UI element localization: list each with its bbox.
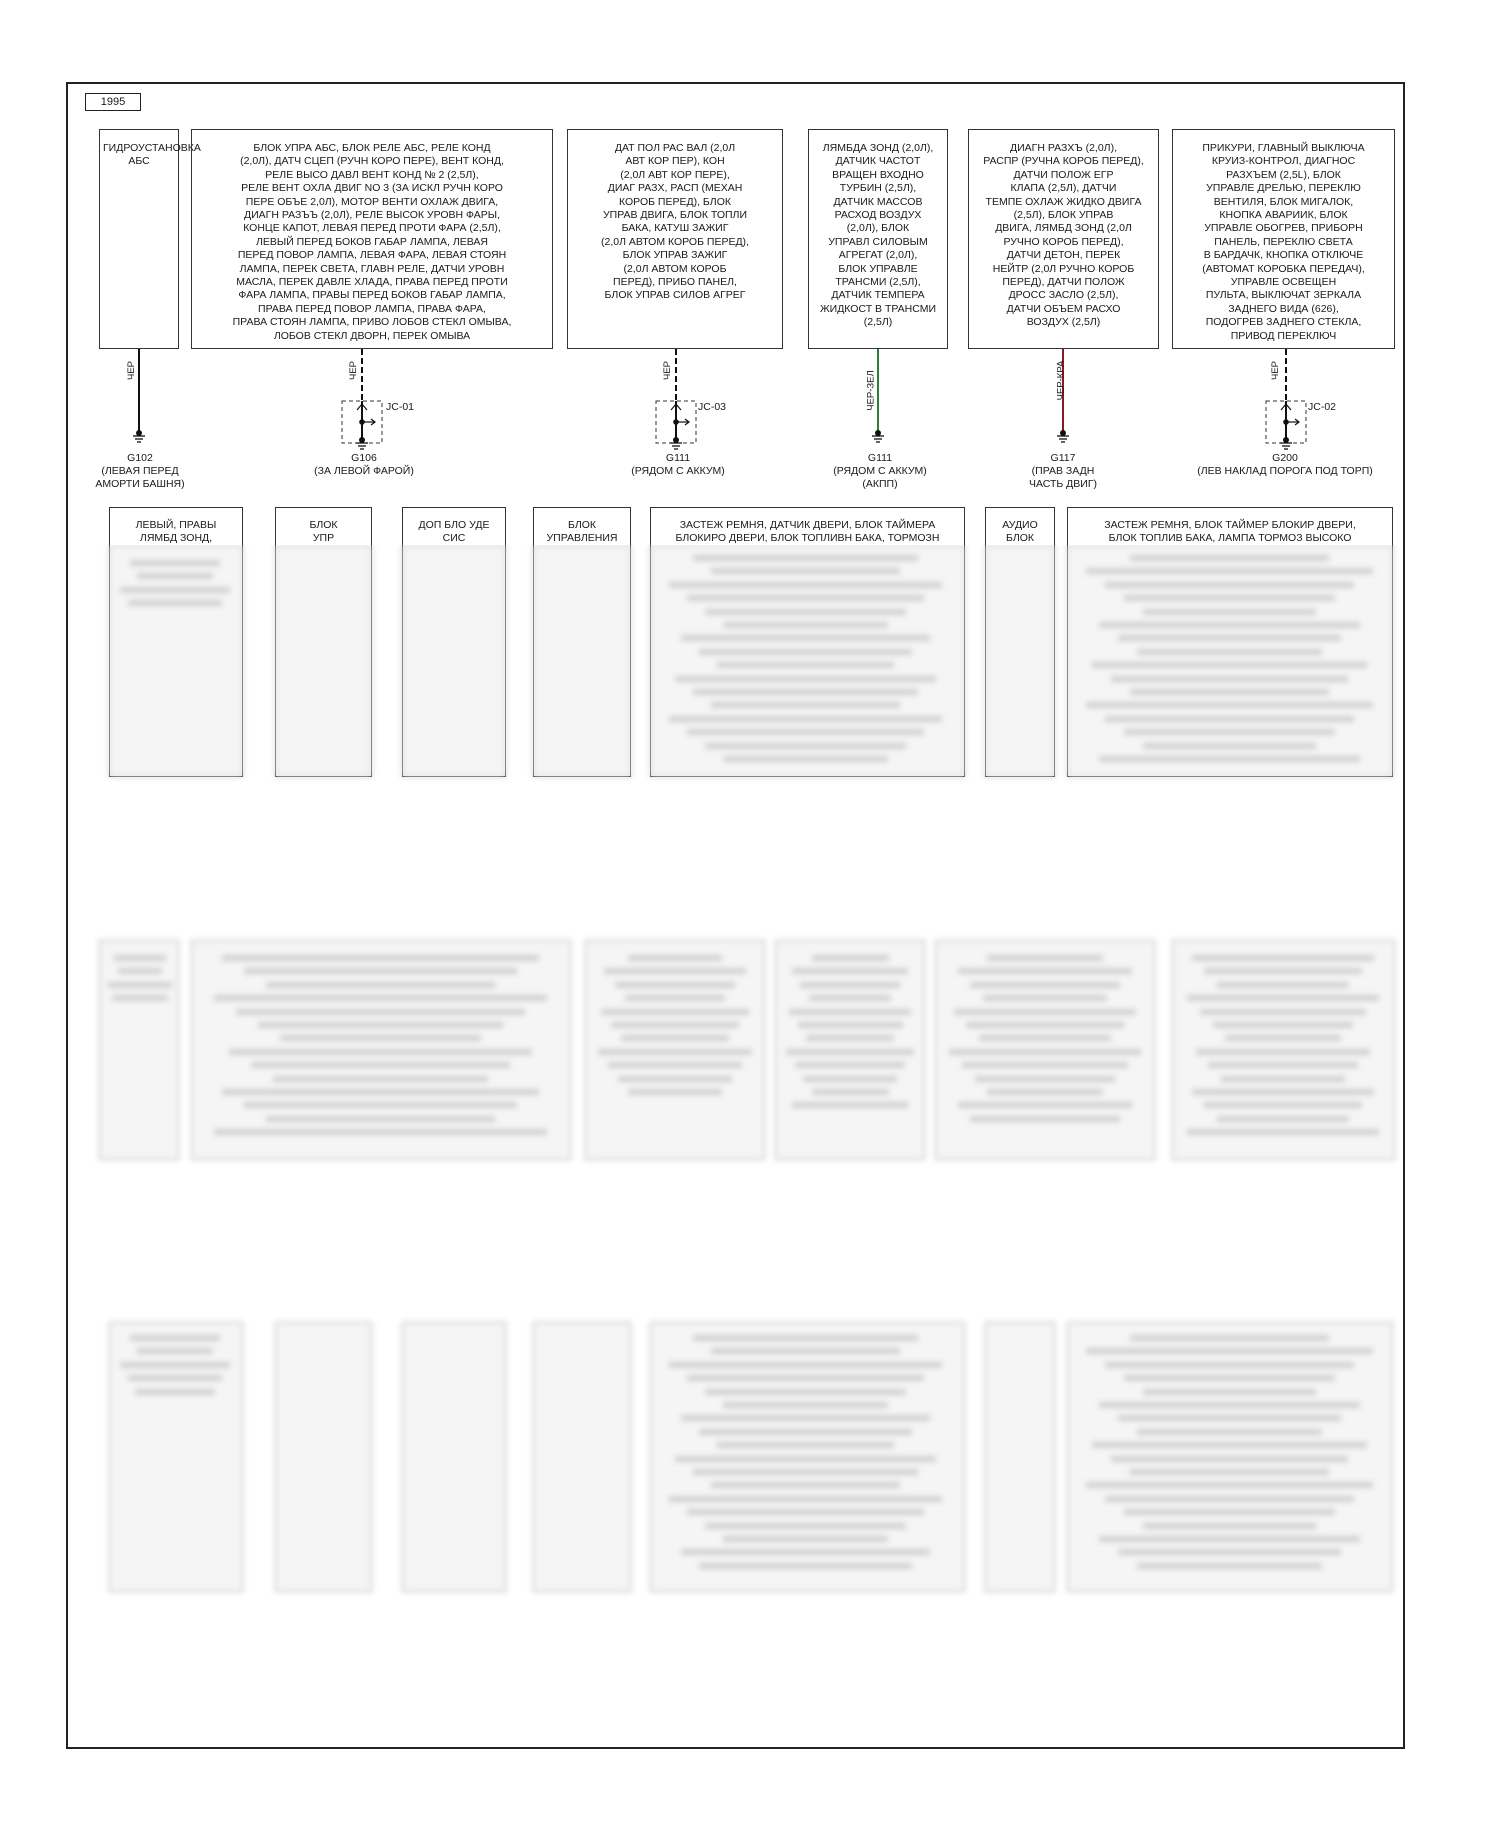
illegible-text-line (1111, 1456, 1347, 1462)
component-box-aux-unit: ДОП БЛО УДЕ СИС (402, 507, 506, 777)
component-box-management-unit: БЛОК УПРАВЛЕНИЯ (533, 507, 631, 777)
illegible-text-line (1099, 756, 1360, 762)
illegible-text-line (705, 743, 906, 749)
illegible-text-line (699, 649, 912, 655)
illegible-text-line (229, 1049, 532, 1055)
illegible-text-line (966, 1022, 1124, 1028)
illegible-text-line (812, 1089, 889, 1095)
illegible-text-line (681, 635, 930, 641)
illegible-text-line (669, 1496, 942, 1502)
illegible-text-line (693, 689, 918, 695)
illegible-text-line (120, 1362, 229, 1368)
illegible-text-line (798, 1022, 903, 1028)
illegible-text-line (717, 1442, 894, 1448)
illegible-text-line (1196, 1049, 1370, 1055)
illegible-text-line (608, 1062, 742, 1068)
illegible-text-line (137, 573, 213, 579)
illegible-text-line (1124, 1375, 1335, 1381)
illegible-text-line (669, 582, 942, 588)
illegible-text-line (1099, 622, 1360, 628)
illegible-text-line (803, 1076, 897, 1082)
ground-label-g106: G106 (ЗА ЛЕВОЙ ФАРОЙ) (314, 452, 414, 477)
wire-color-label: ЧЕР-КРА (1055, 360, 1067, 401)
illegible-text-line (806, 1035, 894, 1041)
illegible-text-line (705, 1389, 906, 1395)
component-box-audio-unit: АУДИО БЛОК (985, 507, 1055, 777)
component-box-control-unit: БЛОК УПР (275, 507, 372, 777)
component-box-lambda-sensors: ЛЕВЫЙ, ПРАВЫ ЛЯМБД ЗОНД, (109, 507, 243, 777)
illegible-text-line (625, 995, 725, 1001)
illegible-text-line (258, 1022, 503, 1028)
ground-terminal (875, 430, 881, 436)
illegible-text-line (112, 995, 167, 1001)
ground-terminal (359, 437, 365, 443)
illegible-text-line (687, 729, 924, 735)
junction-label-jc01: JC-01 (386, 401, 415, 413)
illegible-text-line (1192, 955, 1375, 961)
illegible-text-line (1130, 689, 1328, 695)
illegible-text-line (792, 968, 908, 974)
illegible-text-line (675, 676, 936, 682)
illegible-text-line (244, 968, 518, 974)
illegible-text-line (789, 1009, 911, 1015)
illegible-text-line (222, 955, 540, 961)
illegible-text-line (1143, 1389, 1316, 1395)
junction-label-jc03: JC-03 (698, 401, 727, 413)
illegible-text-line (1092, 1442, 1366, 1448)
illegible-text-line (693, 555, 918, 561)
illegible-text-line (983, 995, 1107, 1001)
component-box-abs-hydraulic: ГИДРОУСТАНОВКА АБС (99, 129, 179, 349)
illegible-text-line (137, 1348, 213, 1354)
illegible-text-line (1124, 1509, 1335, 1515)
illegible-text-line (1217, 1116, 1349, 1122)
illegible-text-line (1099, 1536, 1360, 1542)
ground-terminal (136, 430, 142, 436)
wire-color-label: ЧЕР (126, 360, 138, 381)
illegible-text-line (1137, 1429, 1323, 1435)
illegible-text-line (118, 968, 162, 974)
illegible-text-line (975, 1076, 1116, 1082)
illegible-text-line (1118, 1549, 1342, 1555)
illegible-text-line (280, 1035, 481, 1041)
component-box-abs-relay-group: БЛОК УПРА АБС, БЛОК РЕЛЕ АБС, РЕЛЕ КОНД (2,0Л), ДАТЧ СЦЕП (РУЧН КОРО ПЕРЕ), ВЕНТ КОНД, РЕЛЕ ВЫСО ДАВЛ ВЕНТ КОНД № 2 (2,5Л), РЕЛЕ ВЕНТ ОХЛА ДВИГ NO 3 (ЗА ИСКЛ РУЧН КОРО ПЕРЕ ОБЪЕ 2,0Л), МОТОР ВЕНТИ ОХЛАЖ ДВИГА, ДИАГН РАЗЪЪ (2,0Л), РЕЛЕ ВЫСОК УРОВН ФАРЫ, КОНЦЕ КАПОТ, ЛЕВАЯ ПЕРЕД ПРОТИ ФАРА (2,5Л), ЛЕВЫЙ ПЕРЕД БОКОВ ГАБАР ЛАМПА, ЛЕВАЯ ПЕРЕД ПОВОР ЛАМПА, ЛЕВАЯ ФАРА, ЛЕВАЯ СТОЯН ЛАМПА, ПЕРЕК СВЕТА, ГЛАВН РЕЛЕ, ДАТЧИ УРОВН МАСЛА, ПЕРЕК ДАВЛЕ ХЛАДА, ПРАВА ПЕРЕД ПРОТИ ФАРА ЛАМПА, ПРАВЫ ПЕРЕД БОКОВ ГАБАР ЛАМПА, ПРАВА ПЕРЕД ПОВОР ЛАМПА, ПРАВА ФАРА, ПРАВА СТОЯН ЛАМПА, ПРИВО ЛОБОВ СТЕКЛ ОМЫВА, ЛОБОВ СТЕКЛ ДВОРН, ПЕРЕК ОМЫВА (191, 129, 553, 349)
illegible-text-line (958, 968, 1132, 974)
illegible-text-line (711, 1482, 900, 1488)
illegible-text-line (628, 1089, 722, 1095)
illegible-text-line (987, 955, 1103, 961)
illegible-text-line (970, 1116, 1119, 1122)
illegible-text-line (222, 1089, 540, 1095)
illegible-text-line (693, 1335, 918, 1341)
illegible-text-line (1105, 716, 1354, 722)
illegible-text-line (604, 968, 745, 974)
illegible-text-line (236, 1009, 524, 1015)
illegible-text-line (1086, 1482, 1373, 1488)
illegible-text-line (1143, 609, 1316, 615)
ground-terminal (673, 437, 679, 443)
illegible-text-line (987, 1089, 1103, 1095)
illegible-text-line (717, 662, 894, 668)
illegible-text-line (1130, 555, 1328, 561)
illegible-text-line (1105, 582, 1354, 588)
illegible-text-line (705, 609, 906, 615)
junction-node (1283, 419, 1289, 425)
illegible-text-line (687, 595, 924, 601)
illegible-text-line (1092, 662, 1366, 668)
illegible-text-line (949, 1049, 1140, 1055)
illegible-text-line (1204, 1102, 1362, 1108)
illegible-text-line (812, 955, 889, 961)
illegible-text-line (621, 1035, 728, 1041)
illegible-text-line (1221, 1076, 1345, 1082)
illegible-text-line (273, 1076, 488, 1082)
illegible-text-line (1086, 702, 1373, 708)
illegible-text-line (958, 1102, 1132, 1108)
junction-node (359, 419, 365, 425)
illegible-text-line (128, 600, 223, 606)
illegible-text-line (601, 1009, 749, 1015)
illegible-text-line (1105, 1362, 1354, 1368)
illegible-text-line (705, 1523, 906, 1529)
illegible-text-line (681, 1549, 930, 1555)
ground-label-g111-akpp: G111 (РЯДОМ С АККУМ) (АКПП) (833, 452, 927, 490)
illegible-text-line (699, 1429, 912, 1435)
illegible-text-line (128, 1375, 223, 1381)
illegible-text-line (1208, 1062, 1357, 1068)
illegible-text-line (669, 716, 942, 722)
illegible-text-line (723, 622, 888, 628)
illegible-text-line (1086, 568, 1373, 574)
illegible-text-line (1143, 1523, 1316, 1529)
illegible-text-line (1118, 1415, 1342, 1421)
component-box-cigarette-lighter-group: ПРИКУРИ, ГЛАВНЫЙ ВЫКЛЮЧА КРУИЗ-КОНТРОЛ, ДИАГНОС РАЗХЪЕМ (2,5L), БЛОК УПРАВЛЕ ДРЕЛЬЮ, ПЕРЕКЛЮ ВЕНТИЛЯ, БЛОК МИГАЛОК, КНОПКА АВАРИИК, БЛОК УПРАВЛЕ ОБОГРЕВ, ПРИБОРН ПАНЕЛЬ, ПЕРЕКЛЮ СВЕТА В БАРДАЧК, КНОПКА ОТКЛЮЧЕ (АВТОМАТ КОРОБКА ПЕРЕДАЧ), УПРАВЛЕ ОСВЕЩЕН ПУЛЬТА, ВЫКЛЮЧАТ ЗЕРКАЛА ЗАДНЕГО ВИДА (626), ПОДОГРЕВ ЗАДНЕГО СТЕКЛА, ПРИВОД ПЕРЕКЛЮЧ (1172, 129, 1395, 349)
ground-label-g111: G111 (РЯДОМ С АККУМ) (631, 452, 725, 477)
illegible-text-line (266, 982, 496, 988)
illegible-text-line (809, 995, 892, 1001)
illegible-text-line (723, 1402, 888, 1408)
illegible-text-line (1187, 995, 1378, 1001)
illegible-text-line (786, 1049, 913, 1055)
illegible-text-line (1200, 1009, 1366, 1015)
illegible-text-line (970, 982, 1119, 988)
illegible-text-line (669, 1362, 942, 1368)
illegible-text-line (1099, 1402, 1360, 1408)
illegible-text-line (711, 568, 900, 574)
illegible-text-line (675, 1456, 936, 1462)
illegible-text-line (1130, 1469, 1328, 1475)
illegible-text-line (615, 982, 736, 988)
component-box-seatbelt-timer-group: ЗАСТЕЖ РЕМНЯ, БЛОК ТАЙМЕР БЛОКИР ДВЕРИ, БЛОК ТОПЛИВ БАКА, ЛАМПА ТОРМОЗ ВЫСОКО (1067, 507, 1393, 777)
illegible-text-line (108, 982, 172, 988)
illegible-text-line (1118, 635, 1342, 641)
illegible-text-line (723, 756, 888, 762)
illegible-text-line (1213, 1022, 1354, 1028)
illegible-text-line (687, 1375, 924, 1381)
illegible-text-line (1217, 982, 1349, 988)
illegible-text-line (251, 1062, 510, 1068)
blurred-lower-diagram (66, 545, 1405, 1749)
illegible-text-line (266, 1116, 496, 1122)
illegible-text-line (1086, 1348, 1373, 1354)
ground-terminal (1283, 437, 1289, 443)
illegible-text-line (800, 982, 899, 988)
illegible-text-line (693, 1469, 918, 1475)
junction-node (673, 419, 679, 425)
component-box-camshaft-sensor-group: ДАТ ПОЛ РАС ВАЛ (2,0Л АВТ КОР ПЕР), КОН (2,0Л АВТ КОР ПЕРЕ), ДИАГ РАЗХ, РАСП (МЕХАН КОРОБ ПЕРЕД), БЛОК УПРАВ ДВИГА, БЛОК ТОПЛИ БАКА, КАТУШ ЗАЖИГ (2,0Л АВТОМ КОРОБ ПЕРЕД), БЛОК УПРАВ ЗАЖИГ (2,0Л АВТОМ КОРОБ ПЕРЕД), ПРИБО ПАНЕЛ, БЛОК УПРАВ СИЛОВ АГРЕГ (567, 129, 783, 349)
illegible-text-line (114, 955, 167, 961)
wire-color-label: ЧЕР (662, 360, 674, 381)
illegible-text-line (130, 1335, 220, 1341)
illegible-text-line (1124, 595, 1335, 601)
illegible-text-line (1225, 1035, 1341, 1041)
illegible-text-line (711, 1348, 900, 1354)
component-box-diagnostic-connector-group: ДИАГН РАЗХЪ (2,0Л), РАСПР (РУЧНА КОРОБ ПЕРЕД), ДАТЧИ ПОЛОЖ ЕГР КЛАПА (2,5Л), ДАТЧИ ТЕМПЕ ОХЛАЖ ЖИДКО ДВИГА (2,5Л), БЛОК УПРАВ ДВИГА, ЛЯМБД ЗОНД (2,0Л РУЧНО КОРОБ ПЕРЕД), ДАТЧИ ДЕТОН, ПЕРЕК НЕЙТР (2,0Л РУЧНО КОРОБ ПЕРЕД), ДАТЧИ ПОЛОЖ ДРОСС ЗАСЛО (2,5Л), ДАТЧИ ОБЪЕМ РАСХО ВОЗДУХ (2,5Л) (968, 129, 1159, 349)
ground-label-g117: G117 (ПРАВ ЗАДН ЧАСТЬ ДВИГ) (1028, 452, 1098, 490)
illegible-text-line (954, 1009, 1137, 1015)
illegible-text-line (687, 1509, 924, 1515)
illegible-text-line (699, 1563, 912, 1569)
ground-terminal (1060, 430, 1066, 436)
illegible-text-line (1143, 743, 1316, 749)
wire-color-label: ЧЕР (348, 360, 360, 381)
illegible-text-line (244, 1102, 518, 1108)
illegible-text-line (120, 587, 229, 593)
illegible-text-line (1130, 1335, 1328, 1341)
ground-label-g200: G200 (ЛЕВ НАКЛАД ПОРОГА ПОД ТОРП) (1197, 452, 1373, 477)
illegible-text-line (611, 1022, 739, 1028)
illegible-text-line (795, 1062, 906, 1068)
illegible-text-line (1111, 676, 1347, 682)
illegible-text-line (711, 702, 900, 708)
illegible-text-line (979, 1035, 1111, 1041)
illegible-text-line (1124, 729, 1335, 735)
illegible-text-line (214, 995, 546, 1001)
illegible-text-line (723, 1536, 888, 1542)
illegible-text-line (214, 1129, 546, 1135)
ground-label-g102: G102 (ЛЕВАЯ ПЕРЕД АМОРТИ БАШНЯ) (95, 452, 185, 490)
illegible-text-line (135, 1389, 215, 1395)
component-box-lambda-sensor-group: ЛЯМБДА ЗОНД (2,0Л), ДАТЧИК ЧАСТОТ ВРАЩЕН ВХОДНО ТУРБИН (2,5Л), ДАТЧИК МАССОВ РАСХОД ВОЗДУХ (2,0Л), БЛОК УПРАВЛ СИЛОВЫМ АГРЕГАТ (2,0Л), БЛОК УПРАВЛЕ ТРАНСМИ (2,5Л), ДАТЧИК ТЕМПЕРА ЖИДКОСТ В ТРАНСМИ (2,5Л) (808, 129, 948, 349)
year-label: 1995 (85, 93, 141, 111)
illegible-text-line (681, 1415, 930, 1421)
illegible-text-line (130, 560, 220, 566)
illegible-text-line (962, 1062, 1128, 1068)
illegible-text-line (1137, 1563, 1323, 1569)
illegible-text-line (1137, 649, 1323, 655)
illegible-text-line (792, 1102, 908, 1108)
illegible-text-line (598, 1049, 753, 1055)
illegible-text-line (618, 1076, 732, 1082)
component-box-seatbelt-door-group: ЗАСТЕЖ РЕМНЯ, ДАТЧИК ДВЕРИ, БЛОК ТАЙМЕРА БЛОКИРО ДВЕРИ, БЛОК ТОПЛИВН БАКА, ТОРМОЗН (650, 507, 965, 777)
illegible-text-line (1204, 968, 1362, 974)
junction-label-jc02: JC-02 (1308, 401, 1337, 413)
wire-color-label: ЧЕР (1270, 360, 1282, 381)
wire-color-label: ЧЕР-ЗЕЛ (865, 370, 877, 411)
illegible-text-line (1192, 1089, 1375, 1095)
illegible-text-line (1187, 1129, 1378, 1135)
illegible-text-line (628, 955, 722, 961)
illegible-text-line (1105, 1496, 1354, 1502)
